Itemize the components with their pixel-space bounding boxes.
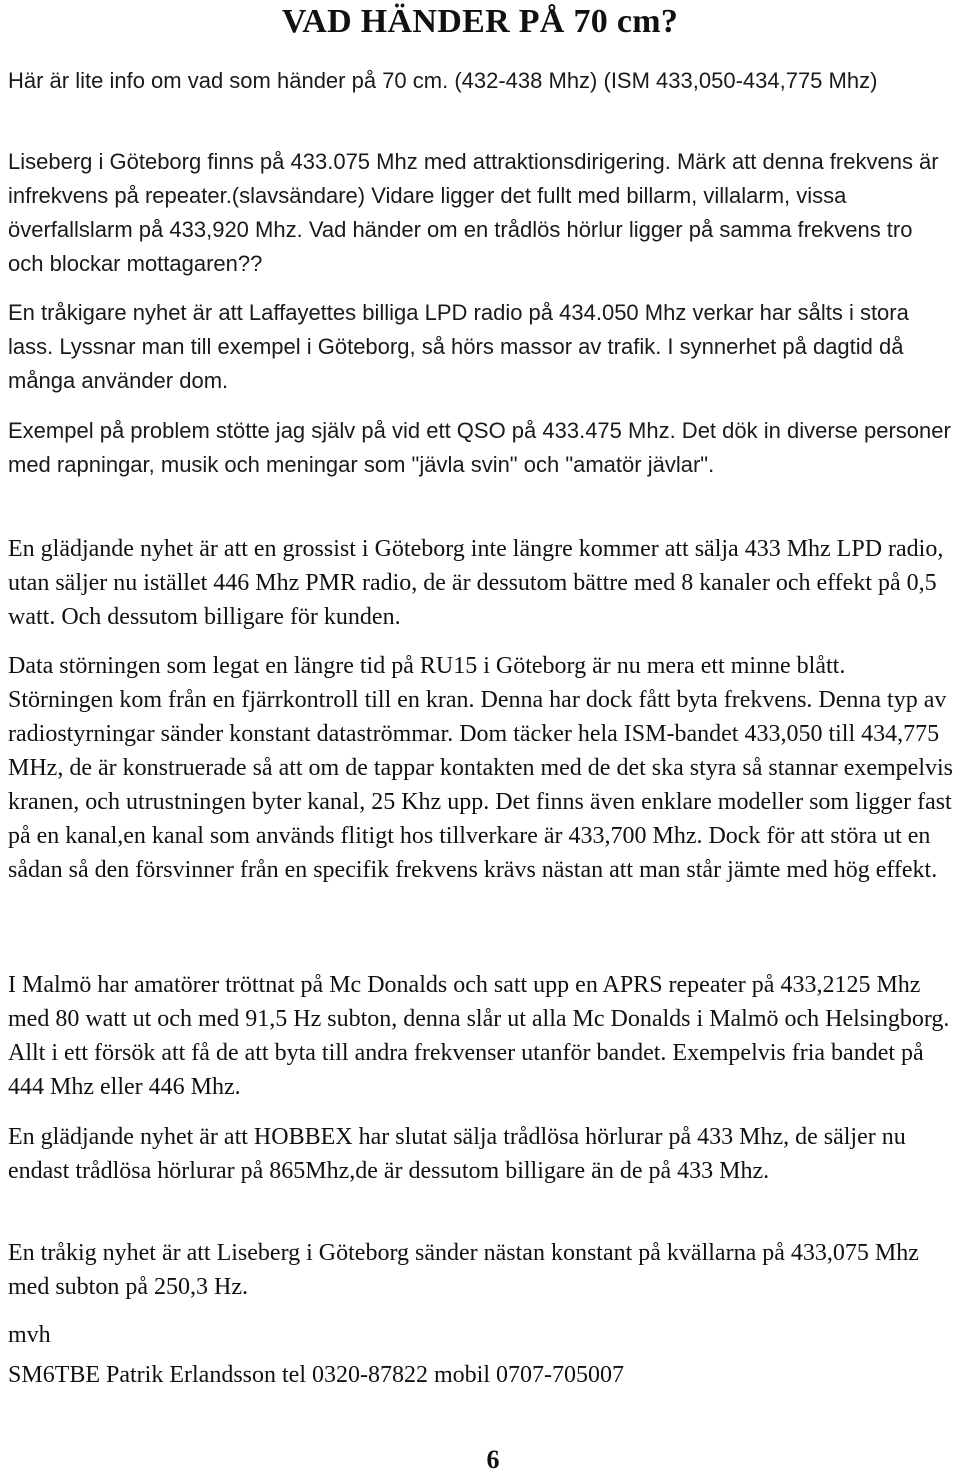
page-number: 6 — [486, 1445, 500, 1474]
liseberg-subtone-paragraph: En tråkig nyhet är att Liseberg i Göteborg sänder nästan konstant på kvällarna på 433,075 Mhz med subton på 250,3 Hz. — [8, 1240, 919, 1300]
lpd-radio-paragraph: En tråkigare nyhet är att Laffayettes billiga LPD radio på 434.050 Mhz verkar har sålts i stora lass. Lyssnar man till exempel i Göteborg, så hörs massor av trafik. I synnerhet på dagtid då många använder dom. — [8, 300, 909, 393]
hobbex-paragraph: En glädjande nyhet är att HOBBEX har slutat sälja trådlösa hörlurar på 433 Mhz, de säljer nu endast trådlösa hörlurar på 865Mhz,de är dessutom billigare än de på 433 Mhz. — [8, 1124, 906, 1184]
ru15-interference-paragraph: Data störningen som legat en längre tid på RU15 i Göteborg är nu mera ett minne blått. Störningen kom från en fjärrkontroll till en kran. Denna har dock fått byta frekvens. Denna typ av radiostyrningar sänder konstant dataströmmar. Dom täcker hela ISM-bandet 433,050 till 434,775 MHz, de är konstruerade så att om de tappar kontakten med de det ska styra så stannar exempelvis kranen, och utrustningen byter kanal, 25 Khz upp. Det finns även enklare modeller som ligger fast på en kanal,en kanal som används flitigt hos tillverkare är 433,700 Mhz. Dock för att störa ut en sådan så den försvinner från en specifik frekvens krävs nästan att man står jämte med hög effekt. — [8, 653, 954, 883]
malmo-aprs-paragraph: I Malmö har amatörer tröttnat på Mc Donalds och satt upp en APRS repeater på 433,2125 Mhz med 80 watt ut och med 91,5 Hz subton, denna slår ut alla Mc Donalds i Malmö och Helsingborg. Allt i ett försök att få de att byta till andra frekvenser utanför bandet. Exempelvis fria bandet på 444 Mhz eller 446 Mhz. — [8, 972, 950, 1100]
liseberg-paragraph: Liseberg i Göteborg finns på 433.075 Mhz med attraktionsdirigering. Märk att denna frekvens är infrekvens på repeater.(slavsändare) Vidare ligger det fullt med billarm, villalarm, vissa överfallslarm på 433,920 Mhz. Vad händer om en trådlös hörlur ligger på samma frekvens tro och blockar mottagaren?? — [8, 149, 939, 276]
closing-greeting: mvh — [8, 1322, 51, 1348]
pmr-radio-paragraph: En glädjande nyhet är att en grossist i Göteborg inte längre kommer att sälja 433 Mhz LPD radio, utan säljer nu istället 446 Mhz PMR radio, de är dessutom bättre med 8 kanaler och effekt på 0,5 watt. Och dessutom billigare för kunden. — [8, 536, 944, 630]
qso-problem-paragraph: Exempel på problem stötte jag själv på vid ett QSO på 433.475 Mhz. Det dök in diverse personer med rapningar, musik och meningar som "jävla svin" och "amatör jävlar". — [8, 418, 951, 477]
page-title: VAD HÄNDER PÅ 70 cm? — [281, 3, 679, 40]
signature-contact: SM6TBE Patrik Erlandsson tel 0320-87822 mobil 0707-705007 — [8, 1362, 624, 1388]
intro-paragraph: Här är lite info om vad som händer på 70 cm. (432-438 Mhz) (ISM 433,050-434,775 Mhz) — [8, 68, 878, 93]
